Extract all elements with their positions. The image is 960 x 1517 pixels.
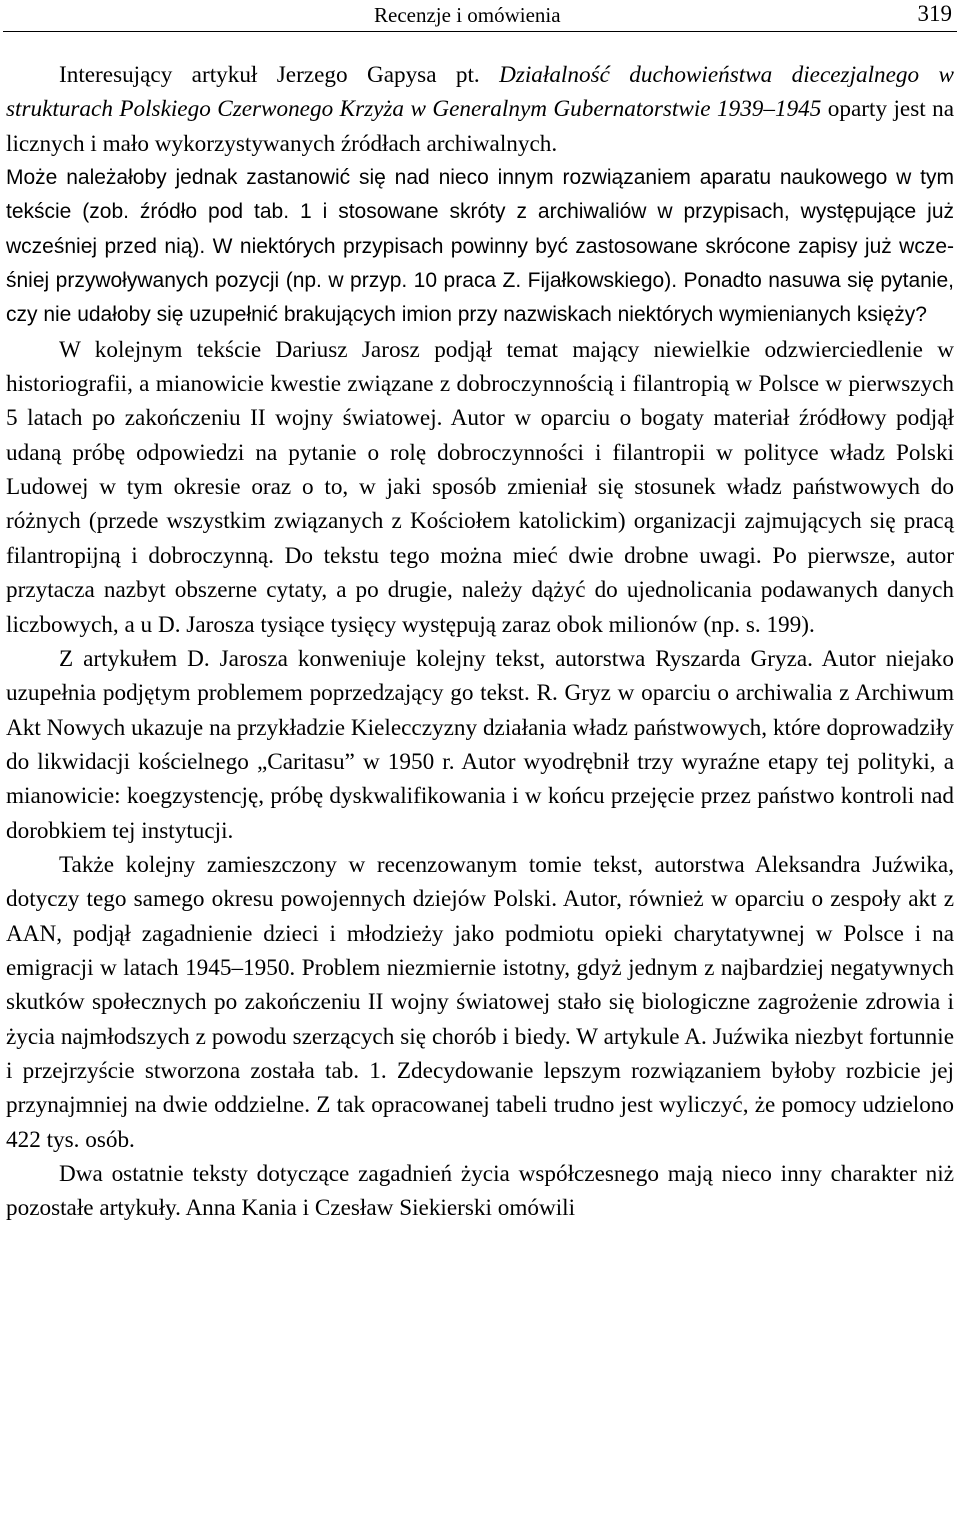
page-number: 319 [917, 1, 952, 26]
running-header [0, 0, 960, 34]
paragraph-1-lead: Interesujący artykuł Jerzego Gapysa pt. [59, 62, 500, 88]
running-title: Recenzje i omówienia [374, 3, 561, 27]
article-title: Działalność duchowieństwa diecezjalnego w strukturach Polskiego Czerwonego Krzyża w Generalnym Gubernatorstwie 1939–1945 [6, 62, 954, 123]
paragraph-4: Także kolejny zamieszczony w recenzowanym tomie tekst, autorstwa Aleksandra Juźwika, dotyczy tego samego okresu powojennych dziejów Polski. Autor, również w oparciu o zespoły akt z AAN, podjął zagadnienie dzieci i młodzieży jako podmiotu opieki charytatywnej w Polsce i na emigracji w latach 1945–1950. Problem niezmiernie istotny, gdyż jednym z najbardziej negatywnych skutków społecznych po zakończeniu II wojny światowej stało się biologiczne zagrożenie zdrowia i życia najmłodszych z powodu szerzących się chorób i biedy. W artykule A. Juźwika niezbyt fortunnie i przejrzyście stworzona została tab. 1. Zdecydowanie lepszym rozwiązaniem byłoby rozbicie jej przynajmniej na dwie oddzielne. Z tak opracowanej tabeli trudno jest wyliczyć, że pomocy udzielono 422 tys. osób. [6, 851, 954, 1153]
header-rule [3, 31, 957, 32]
paragraph-1-rest: oparty jest na licznych i mało wykorzystywanych źródłach archiwalnych. [6, 96, 954, 157]
paragraph-3: Z artykułem D. Jarosza konweniuje kolejny tekst, autorstwa Ryszarda Gryza. Autor niejako uzupełnia podjętym problemem poprzedzający go tekst. R. Gryz w oparciu o archiwalia z Archiwum Akt Nowych ukazuje na przykładzie Kielecczyzny działania władz państwowych, które doprowadziły do likwidacji kościelnego „Caritasu” w 1950 r. Autor wyodrębnił trzy wyraźne etapy tej polityki, a mianowicie: koegzystencję, próbę dyskwalifikowania i w końcu przejęcie przez państwo kontroli nad dorobkiem tej instytucji. [6, 645, 954, 844]
paragraph-1 [6, 58, 954, 161]
page-body [6, 58, 954, 1226]
paragraph-1-remarks: Może należałoby jednak zastanowić się nad nieco innym rozwiązaniem aparatu naukowego w tym tekście (zob. źródło pod tab. 1 i stosowane skróty z archiwaliów w przypisach, występujące już wcześniej przed nią). W niektórych przypisach powinny być zastosowane skrócone zapisy już wcześniej przywoływanych pozycji (np. w przyp. 10 praca Z. Fijałkowskiego). Ponadto nasuwa się pytanie, czy nie udałoby się uzupełnić brakujących imion przy nazwiskach niektórych wymienianych księży? [6, 166, 954, 327]
paragraph-2: W kolejnym tekście Dariusz Jarosz podjął temat mający niewielkie odzwierciedlenie w historiografii, a mianowicie kwestie związane z dobroczynnością i filantropią w Polsce w pierwszych 5 latach po zakończeniu II wojny światowej. Autor w oparciu o bogaty materiał źródłowy podjął udaną próbę odpowiedzi na pytanie o rolę dobroczynności i filantropii w polityce władz Polski Ludowej w tym okresie oraz o to, w jaki sposób zmieniał się stosunek władz państwowych do różnych (przede wszystkim związanych z Kościołem katolickim) organizacji zajmujących się pracą filantropijną i dobroczynną. Do tekstu tego można mieć dwie drobne uwagi. Po pierwsze, autor przytacza nazbyt obszerne cytaty, a po drugie, należy dążyć do ujednolicania podawanych danych liczbowych, a u D. Jarosza tysiące tysięcy występują zaraz obok milionów (np. s. 199). [6, 336, 954, 638]
paragraph-5: Dwa ostatnie teksty dotyczące zagadnień życia współczesnego mają nieco inny charakter niż pozostałe artykuły. Anna Kania i Czesław Siekierski omówili [6, 1161, 954, 1222]
